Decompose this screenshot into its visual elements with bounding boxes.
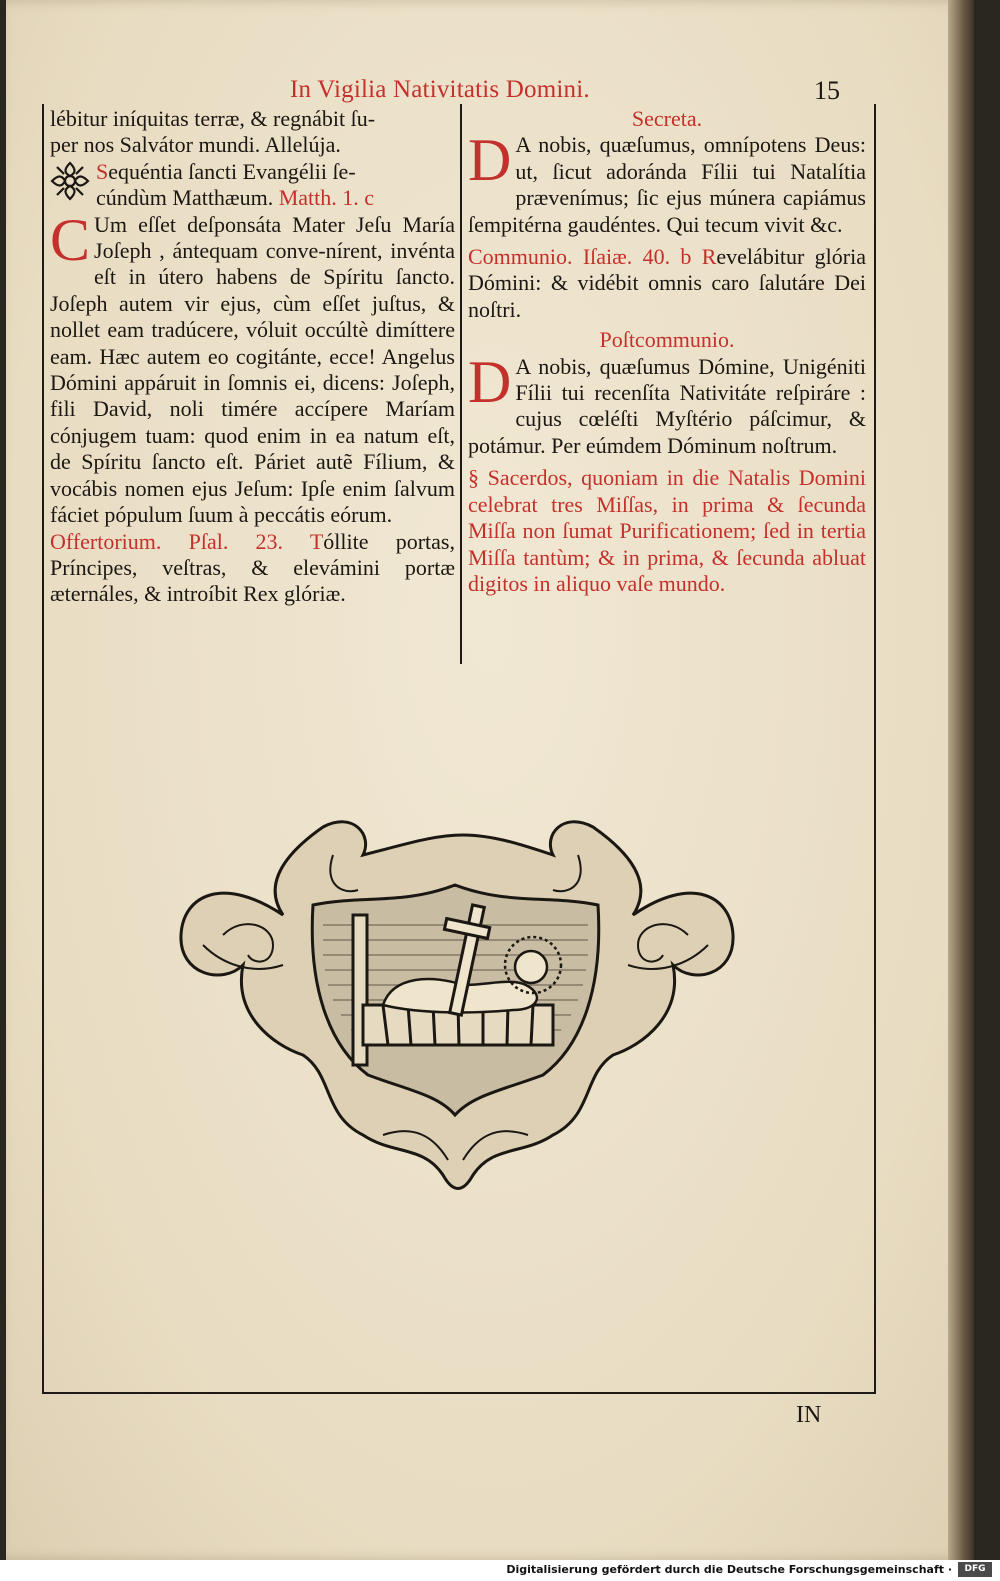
secreta-paragraph (468, 127, 866, 238)
postcommunio-dropcap: D (468, 348, 512, 415)
running-title: In Vigilia Nativitatis Domini. (290, 76, 590, 103)
gospel-reference: Matth. 1. c (278, 185, 375, 211)
postcommunio-paragraph (468, 348, 866, 460)
gospel-initial: S (96, 158, 109, 184)
postcommunio-heading: Poſtcommunio. (599, 327, 735, 353)
communio-label: Communio. Iſaiæ. 40. b R (468, 244, 717, 270)
gospel-heading-text (96, 159, 374, 212)
book-page (6, 0, 974, 1560)
gospel-heading-line2: cúndùm Matthæum. (96, 185, 274, 211)
gospel-paragraph (50, 206, 455, 529)
offertory-text: óllite portas, Príncipes, veſtras, & elevámini portæ æternáles, & introíbit Rex glóriæ. (50, 528, 455, 607)
offertory-paragraph (50, 529, 455, 608)
page-edge (948, 0, 974, 1560)
gospel-body: Um eſſet deſponsáta Mater Jeſu María Joſeph , ántequam conve-nírent, invénta eſt in útero habens de Spíritu ſancto. Joſeph autem vir ejus, cùm eſſet juſtus, & nollet eam tradúcere, vóluit occúltè dimíttere eam. Hæc autem eo cogitánte, ecce! Angelus Dómini appáruit in ſomnis ei, dicens: Joſeph, fili David, noli timére accípere Maríam cónjugem tuam: quod enim in ea natum eſt, de Spíritu ſancto eſt. Páriet autẽ Fílium, & vocábis nomen ejus Jeſum: Ipſe enim ſalvum fáciet pópulum ſuum à peccátis eórum. (50, 211, 455, 528)
page-header (6, 74, 974, 106)
digitization-footer (0, 1560, 1000, 1581)
communio-paragraph (468, 244, 866, 323)
communio-text: evelábitur glória Dómini: & vidébit omnis caro ſalutáre Dei noſtri. (468, 244, 866, 322)
gradual-line-1: lébitur iníquitas terræ, & regnábit ſu- (50, 106, 376, 131)
left-column (50, 106, 455, 608)
page-number: 15 (814, 76, 840, 105)
column-divider (460, 104, 462, 664)
fleuron-ornament-icon (50, 159, 90, 203)
dfg-logo-icon: DFG (958, 1562, 992, 1577)
secreta-text: A nobis, quæſumus, omnípotens Deus: ut, ſicut adoránda Fílii tui Natalítia prævenímus; ſic ejus múnera capiámus ſempitérna gaudéntes. Qui tecum vivit &c. (468, 132, 866, 237)
secreta-heading: Secreta. (631, 106, 703, 131)
secreta-dropcap: D (468, 127, 512, 194)
gospel-dropcap: C (50, 206, 91, 273)
footer-credit: Digitalisierung gefördert durch die Deutsche Forschungsgemeinschaft · (506, 1563, 952, 1576)
nativity-woodcut-vignette (163, 815, 748, 1205)
gradual-line-2: per nos Salvátor mundi. Allelúja. (50, 132, 341, 158)
gospel-heading-line1: equéntia ſancti Evangélii ſe- (108, 158, 356, 184)
offertory-label: Offertorium. Pſal. 23. T (50, 528, 324, 554)
postcommunio-text: A nobis, quæſumus Dómine, Unigéniti Fílii tui recenſíta Nativitáte reſpiráre : cujus cœléſti Myſtério páſcimur, & potámur. Per eúmdem Dóminum noſtrum. (468, 353, 866, 458)
rubric-paragraph: § Sacerdos, quoniam in die Natalis Domini celebrat tres Miſſas, in prima & ſecunda Miſſa non ſumat Purificationem; ſed in tertia Miſſa tantùm; & in prima, & ſecunda abluat digitos in aliquo vaſe mundo. (468, 465, 866, 596)
catchword: IN (796, 1402, 822, 1428)
right-column (468, 106, 866, 597)
gospel-heading (50, 159, 455, 212)
